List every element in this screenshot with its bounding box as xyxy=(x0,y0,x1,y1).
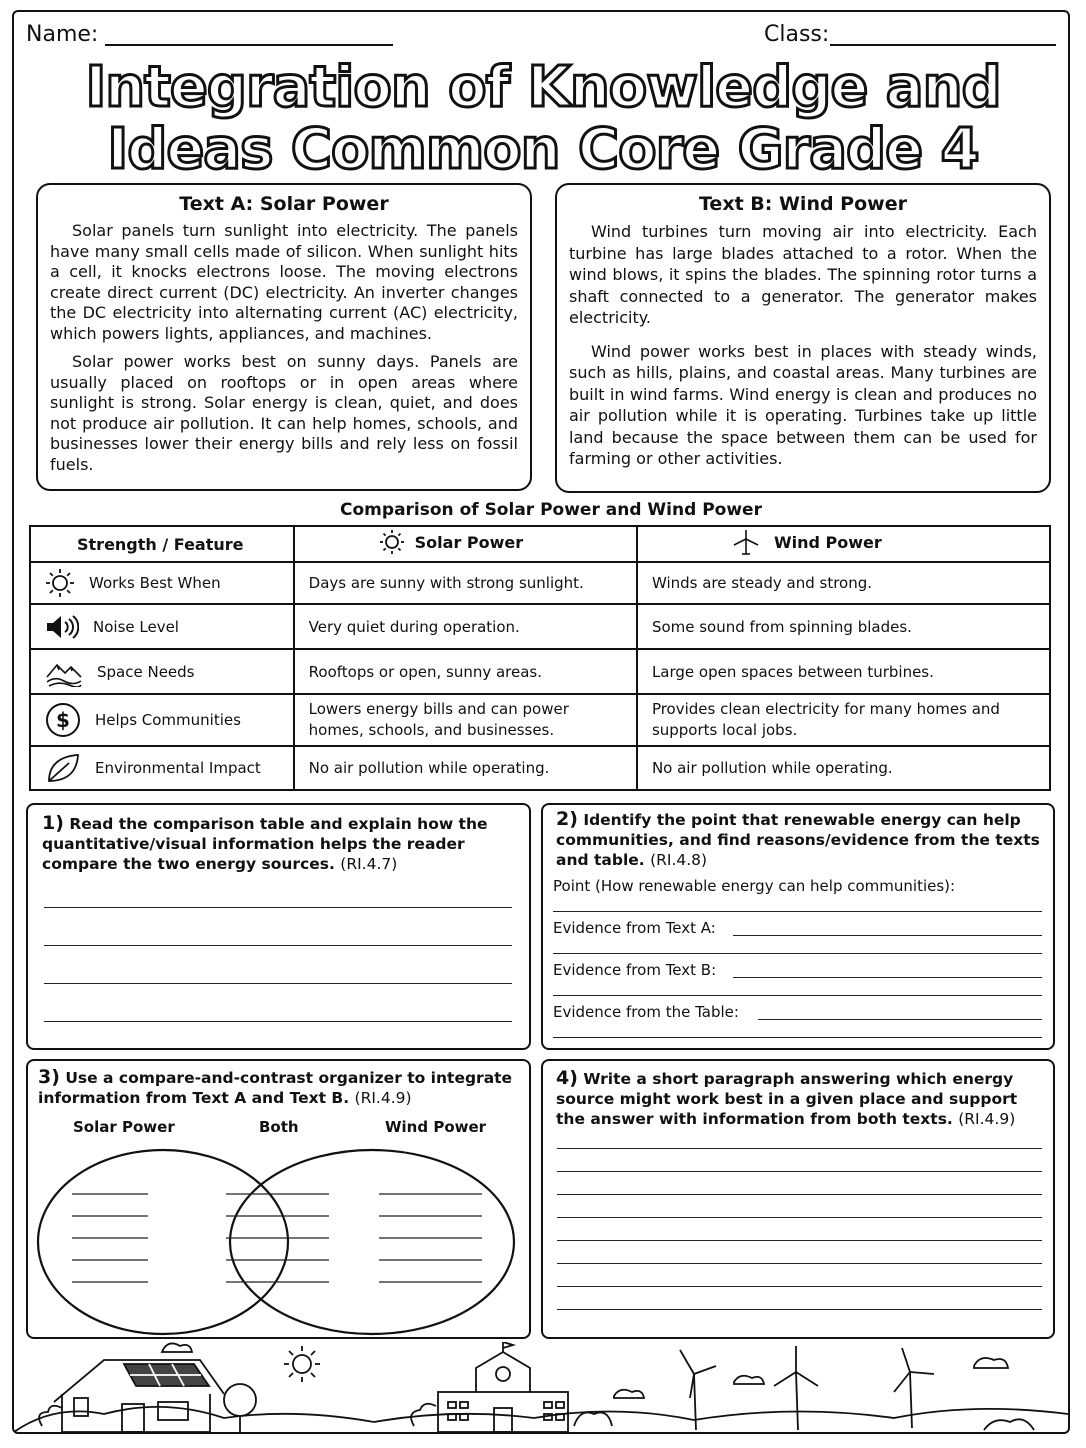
question-2-standard: (RI.4.8) xyxy=(650,851,708,869)
venn-circle-wind xyxy=(230,1150,514,1334)
wind-cell: No air pollution while operating. xyxy=(637,746,1050,790)
text-b-paragraph-1: Wind turbines turn moving air into electricity. Each turbine has large blades attached to a rotor. When the wind blows, it spins the blades. The spinning rotor turns a shaft connected to a generator. The generator makes electricity. xyxy=(569,222,1037,327)
feature-cell xyxy=(30,649,294,694)
question-3-prompt xyxy=(38,1067,524,1108)
feature-label: Works Best When xyxy=(89,574,221,592)
header-solar xyxy=(294,526,637,562)
text-a-box xyxy=(36,183,532,491)
text-b-heading: Text B: Wind Power xyxy=(699,193,907,215)
header-wind xyxy=(637,526,1050,562)
wind-cell: Large open spaces between turbines. xyxy=(637,649,1050,694)
question-1-number: 1) xyxy=(42,812,64,834)
answer-line[interactable] xyxy=(44,907,512,908)
class-field[interactable] xyxy=(830,44,1056,46)
header-solar-label: Solar Power xyxy=(414,532,524,552)
answer-line[interactable] xyxy=(557,1263,1042,1264)
solar-cell: No air pollution while operating. xyxy=(294,746,637,790)
solar-cell: Very quiet during operation. xyxy=(294,604,637,649)
house-icon xyxy=(54,1360,224,1432)
question-1-text: Read the comparison table and explain how the quantitative/visual information helps the reader compare the two energy sources. xyxy=(42,815,488,873)
name-label: Name: xyxy=(26,22,99,47)
landscape-icon xyxy=(45,657,83,687)
evidence-text-b-line[interactable] xyxy=(733,977,1042,978)
wind-cell: Some sound from spinning blades. xyxy=(637,604,1050,649)
comparison-table xyxy=(29,525,1051,791)
text-a-paragraph-2: Solar power works best on sunny days. Panels are usually placed on rooftops or in open areas where sunlight is strong. Solar energy is clean, quiet, and does not produce air pollution. It can help homes, schools, and businesses lower their energy bills and rely less on fossil fuels. xyxy=(50,352,518,474)
evidence-table-line-2[interactable] xyxy=(553,1037,1042,1038)
evidence-table-label: Evidence from the Table: xyxy=(553,1003,739,1021)
header-feature xyxy=(30,526,294,562)
question-1-prompt xyxy=(42,813,518,874)
answer-line[interactable] xyxy=(44,1021,512,1022)
point-label: Point (How renewable energy can help communities): xyxy=(553,877,956,895)
evidence-text-a-line-2[interactable] xyxy=(553,953,1042,954)
header-wind-label: Wind Power xyxy=(773,532,882,552)
evidence-text-b-label: Evidence from Text B: xyxy=(553,961,717,979)
feature-label: Environmental Impact xyxy=(95,759,261,777)
feature-cell xyxy=(30,604,294,649)
feature-label: Space Needs xyxy=(97,662,195,681)
question-3-number: 3) xyxy=(38,1066,60,1088)
wind-cell: Provides clean electricity for many homes and supports local jobs. xyxy=(637,694,1050,746)
school-icon xyxy=(438,1342,568,1432)
page-title-line1: Integration of Knowledge and xyxy=(85,55,1001,120)
sun-icon xyxy=(284,1346,320,1382)
text-a-heading: Text A: Solar Power xyxy=(179,193,389,215)
wind-cell: Winds are steady and strong. xyxy=(637,562,1050,604)
answer-line[interactable] xyxy=(44,945,512,946)
table-header-row xyxy=(30,526,1050,562)
wind-turbine-icon xyxy=(732,529,760,555)
text-b-paragraph-2: Wind power works best in places with steady winds, such as hills, plains, and coastal areas. Many turbines are built in wind farms. Wind energy is clean and produces no air pollution while it is operating. Turbines take up little land because the space between them can be used for farming or other activities. xyxy=(569,341,1037,468)
name-field[interactable] xyxy=(105,44,393,46)
landscape-illustration xyxy=(14,1342,1068,1434)
question-2-text: Identify the point that renewable energy can help communities, and find reasons/evidence from the texts and table. xyxy=(556,811,1040,869)
venn-label-wind: Wind Power xyxy=(385,1118,487,1136)
feature-cell xyxy=(30,694,294,746)
leaf-icon xyxy=(45,752,81,784)
wind-turbine-icon xyxy=(774,1346,818,1430)
venn-circle-solar xyxy=(38,1150,288,1334)
venn-label-both: Both xyxy=(259,1118,299,1136)
question-3-text: Use a compare-and-contrast organizer to integrate information from Text A and Text B. xyxy=(38,1069,513,1107)
solar-cell: Lowers energy bills and can power homes, schools, and businesses. xyxy=(294,694,637,746)
table-caption: Comparison of Solar Power and Wind Power xyxy=(340,500,762,520)
answer-line[interactable] xyxy=(557,1194,1042,1195)
header-feature-label: Strength / Feature xyxy=(77,534,244,554)
answer-line[interactable] xyxy=(557,1217,1042,1218)
solar-cell: Rooftops or open, sunny areas. xyxy=(294,649,637,694)
question-4-prompt xyxy=(556,1068,1044,1129)
solar-cell: Days are sunny with strong sunlight. xyxy=(294,562,637,604)
svg-text:$: $ xyxy=(56,708,70,732)
speaker-icon xyxy=(45,614,79,640)
table-row xyxy=(30,746,1050,790)
question-2-prompt xyxy=(556,809,1042,870)
evidence-table-line[interactable] xyxy=(758,1019,1042,1020)
venn-diagram xyxy=(30,1142,525,1337)
answer-line[interactable] xyxy=(557,1240,1042,1241)
evidence-text-a-label: Evidence from Text A: xyxy=(553,919,716,937)
venn-writing-lines[interactable] xyxy=(72,1194,482,1282)
sun-icon xyxy=(379,529,405,555)
feature-label: Helps Communities xyxy=(95,711,241,729)
question-3-standard: (RI.4.9) xyxy=(354,1089,412,1107)
table-row xyxy=(30,604,1050,649)
table-row xyxy=(30,562,1050,604)
answer-line[interactable] xyxy=(557,1148,1042,1149)
evidence-text-a-line[interactable] xyxy=(733,935,1042,936)
answer-line[interactable] xyxy=(557,1286,1042,1287)
answer-line[interactable] xyxy=(557,1171,1042,1172)
question-4-number: 4) xyxy=(556,1067,578,1089)
answer-line[interactable] xyxy=(557,1309,1042,1310)
question-2-number: 2) xyxy=(556,808,578,830)
question-1-standard: (RI.4.7) xyxy=(340,855,398,873)
sun-icon xyxy=(45,568,75,598)
text-a-paragraph-1: Solar panels turn sunlight into electricity. The panels have many small cells made of silicon. When sunlight hits a cell, it knocks electrons loose. The moving electrons create direct current (DC) electricity. An inverter changes the DC electricity into alternating current (AC) electricity, which powers lights, appliances, and machines. xyxy=(50,221,518,343)
dollar-icon xyxy=(45,702,81,738)
class-label: Class: xyxy=(764,22,830,47)
feature-label: Noise Level xyxy=(93,617,179,636)
table-row xyxy=(30,694,1050,746)
text-b-box xyxy=(555,183,1051,493)
feature-cell xyxy=(30,746,294,790)
feature-cell xyxy=(30,562,294,604)
question-4-text: Write a short paragraph answering which energy source might work best in a given place and support the answer with information from both texts. xyxy=(556,1070,1018,1128)
answer-line[interactable] xyxy=(44,983,512,984)
evidence-text-b-line-2[interactable] xyxy=(553,995,1042,996)
point-answer-line[interactable] xyxy=(553,911,1042,912)
venn-label-solar: Solar Power xyxy=(73,1118,175,1136)
page-title-line2: Ideas Common Core Grade 4 xyxy=(107,117,979,182)
question-4-standard: (RI.4.9) xyxy=(958,1110,1016,1128)
table-row xyxy=(30,649,1050,694)
